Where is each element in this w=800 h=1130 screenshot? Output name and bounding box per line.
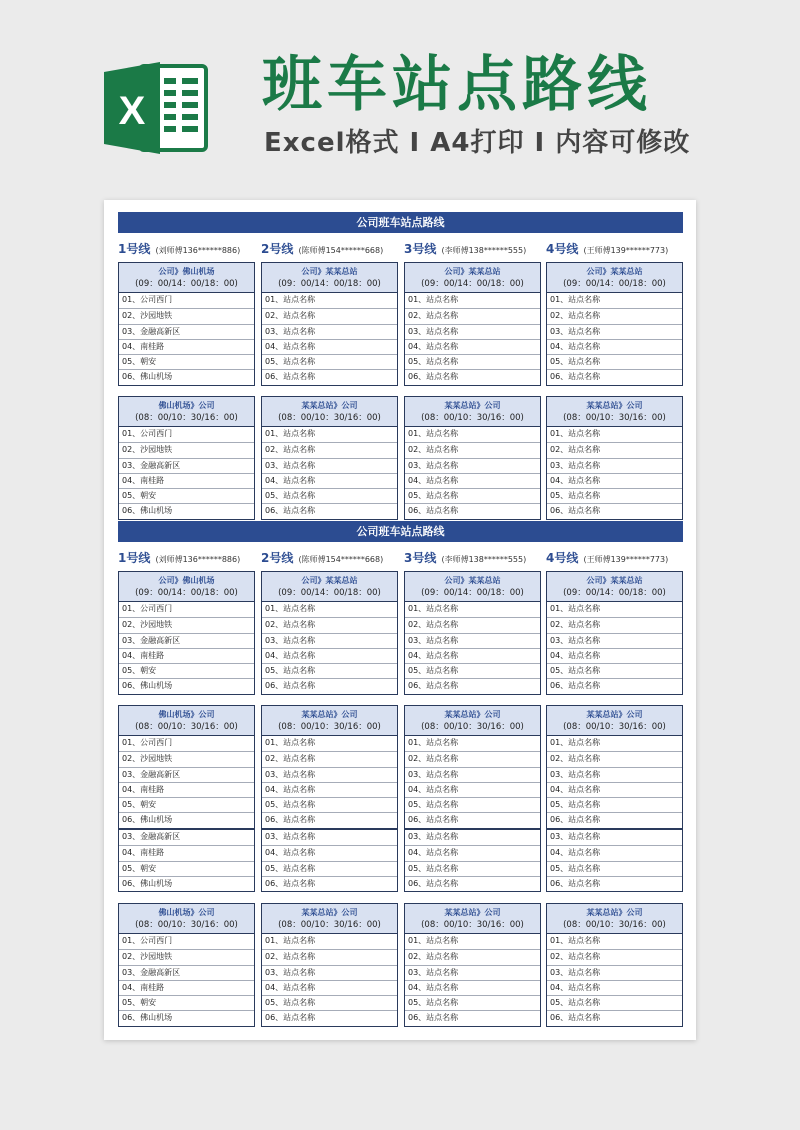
stop-row: 03、站点名称	[547, 458, 682, 473]
stop-row: 01、站点名称	[265, 936, 316, 945]
stop-row: 01、公司西门	[122, 429, 173, 438]
stop-row: 06、站点名称	[405, 369, 540, 384]
route-times: (08：00/10：30/16：00)	[135, 413, 238, 423]
stop-row: 01、站点名称	[408, 429, 459, 438]
route-title: 某某总站》公司	[301, 710, 358, 719]
route-times: (08：00/10：30/16：00)	[135, 722, 238, 732]
route-card	[404, 829, 541, 892]
stop-row: 06、佛山机场	[119, 1010, 254, 1025]
route-times: (08：00/10：30/16：00)	[135, 920, 238, 930]
stop-list	[262, 736, 397, 828]
hero-header	[0, 0, 800, 190]
stop-row: 03、金融高新区	[119, 324, 254, 339]
stop-row: 03、站点名称	[547, 767, 682, 782]
stop-row: 02、站点名称	[262, 617, 397, 632]
route-card	[118, 262, 255, 386]
driver-info: (陈师傅154******668)	[298, 246, 384, 255]
route-card-header	[547, 706, 682, 736]
line-header	[118, 239, 264, 257]
stop-row: 04、站点名称	[262, 648, 397, 663]
stop-row: 05、站点名称	[405, 797, 540, 812]
route-card	[546, 829, 683, 892]
stop-row: 01、站点名称	[265, 738, 316, 747]
route-times: (08：00/10：30/16：00)	[278, 920, 381, 930]
line-header	[404, 239, 550, 257]
line-name: 3号线	[404, 551, 437, 565]
route-title: 佛山机场》公司	[158, 908, 215, 917]
route-card-header	[405, 706, 540, 736]
stop-row: 03、站点名称	[547, 633, 682, 648]
stop-row: 02、沙园地铁	[119, 617, 254, 632]
stop-row: 06、站点名称	[547, 812, 682, 827]
stop-row: 02、沙园地铁	[119, 949, 254, 964]
line-header	[261, 239, 407, 257]
route-title: 佛山机场》公司	[158, 401, 215, 410]
stop-row: 05、朝安	[119, 488, 254, 503]
stop-row: 03、站点名称	[262, 633, 397, 648]
route-card-header	[119, 397, 254, 427]
route-times: (08：00/10：30/16：00)	[278, 413, 381, 423]
stop-row: 05、站点名称	[262, 797, 397, 812]
driver-info: (李师傅138******555)	[441, 555, 527, 564]
stop-row: 06、站点名称	[405, 876, 540, 891]
route-times: (08：00/10：30/16：00)	[563, 413, 666, 423]
stop-row: 03、站点名称	[262, 965, 397, 980]
route-times: (08：00/10：30/16：00)	[278, 722, 381, 732]
stop-row: 05、站点名称	[405, 995, 540, 1010]
stop-row: 03、站点名称	[265, 832, 316, 841]
stop-row: 03、站点名称	[405, 965, 540, 980]
stop-row: 06、站点名称	[547, 678, 682, 693]
route-times: (08：00/10：30/16：00)	[421, 722, 524, 732]
stop-row: 06、站点名称	[547, 503, 682, 518]
stop-row: 05、朝安	[119, 663, 254, 678]
stop-row: 04、站点名称	[262, 782, 397, 797]
line-name: 2号线	[261, 242, 294, 256]
line-name: 2号线	[261, 551, 294, 565]
stop-list	[405, 427, 540, 519]
stop-list	[262, 427, 397, 519]
stop-row: 04、南桂路	[119, 845, 254, 860]
stop-row: 02、站点名称	[262, 751, 397, 766]
stop-row: 03、金融高新区	[119, 965, 254, 980]
stop-row: 01、站点名称	[550, 295, 601, 304]
stop-row: 02、站点名称	[405, 617, 540, 632]
route-title: 某某总站》公司	[444, 710, 501, 719]
route-card-header	[547, 397, 682, 427]
driver-info: (李师傅138******555)	[441, 246, 527, 255]
route-times: (09：00/14：00/18：00)	[135, 279, 238, 289]
stop-row: 06、站点名称	[547, 1010, 682, 1025]
stop-row: 05、站点名称	[547, 995, 682, 1010]
stop-row: 04、站点名称	[547, 845, 682, 860]
stop-row: 05、站点名称	[262, 663, 397, 678]
stop-list	[547, 293, 682, 385]
stop-row: 01、站点名称	[265, 429, 316, 438]
driver-info: (陈师傅154******668)	[298, 555, 384, 564]
route-times: (09：00/14：00/18：00)	[563, 588, 666, 598]
route-card	[118, 571, 255, 695]
route-title: 某某总站》公司	[586, 710, 643, 719]
route-card	[118, 705, 255, 829]
stop-row: 02、沙园地铁	[119, 442, 254, 457]
route-card-header	[262, 706, 397, 736]
route-times: (08：00/10：30/16：00)	[563, 722, 666, 732]
route-card-header	[547, 263, 682, 293]
stop-row: 04、站点名称	[405, 648, 540, 663]
stop-list	[262, 934, 397, 1026]
stop-row: 06、站点名称	[405, 812, 540, 827]
stop-row: 05、站点名称	[405, 663, 540, 678]
stop-list	[547, 427, 682, 519]
route-title: 某某总站》公司	[586, 401, 643, 410]
route-card-header	[119, 572, 254, 602]
stop-row: 02、站点名称	[405, 751, 540, 766]
stop-row: 02、沙园地铁	[119, 308, 254, 323]
route-title: 某某总站》公司	[301, 908, 358, 917]
route-title: 公司》某某总站	[586, 576, 643, 585]
stop-row: 03、金融高新区	[119, 633, 254, 648]
stop-row: 01、公司西门	[122, 295, 173, 304]
route-title: 佛山机场》公司	[158, 710, 215, 719]
stop-row: 06、站点名称	[262, 369, 397, 384]
stop-row: 06、站点名称	[405, 678, 540, 693]
stop-row: 04、站点名称	[262, 980, 397, 995]
stop-row: 04、站点名称	[262, 339, 397, 354]
stop-list	[119, 736, 254, 828]
stop-row: 04、南桂路	[119, 648, 254, 663]
stop-row: 01、站点名称	[408, 738, 459, 747]
stop-row: 04、南桂路	[119, 782, 254, 797]
stop-list	[262, 602, 397, 694]
route-card-header	[119, 706, 254, 736]
stop-row: 06、站点名称	[547, 876, 682, 891]
stop-row: 05、站点名称	[547, 797, 682, 812]
stop-row: 05、站点名称	[262, 354, 397, 369]
stop-row: 06、站点名称	[405, 503, 540, 518]
route-title: 某某总站》公司	[586, 908, 643, 917]
route-times: (08：00/10：30/16：00)	[563, 920, 666, 930]
route-card	[404, 262, 541, 386]
stop-row: 01、站点名称	[265, 604, 316, 613]
driver-info: (王师傅139******773)	[583, 246, 669, 255]
stop-row: 06、站点名称	[547, 369, 682, 384]
stop-row: 06、佛山机场	[119, 503, 254, 518]
stop-row: 06、佛山机场	[119, 369, 254, 384]
route-times: (09：00/14：00/18：00)	[421, 279, 524, 289]
stop-list	[547, 736, 682, 828]
route-card	[404, 571, 541, 695]
stop-row: 04、站点名称	[405, 339, 540, 354]
stop-row: 04、站点名称	[405, 980, 540, 995]
route-card	[546, 396, 683, 520]
route-times: (09：00/14：00/18：00)	[563, 279, 666, 289]
stop-row: 01、公司西门	[122, 738, 173, 747]
stop-row: 04、站点名称	[262, 845, 397, 860]
driver-info: (王师傅139******773)	[583, 555, 669, 564]
stop-row: 04、站点名称	[262, 473, 397, 488]
route-card	[546, 705, 683, 829]
stop-row: 04、站点名称	[547, 782, 682, 797]
line-header	[546, 239, 692, 257]
route-card	[546, 571, 683, 695]
stop-row: 03、站点名称	[550, 832, 601, 841]
stop-row: 03、金融高新区	[119, 767, 254, 782]
page-title: 班车站点路线	[262, 50, 652, 120]
timetable-sheet	[104, 200, 696, 1040]
stop-row: 05、站点名称	[405, 354, 540, 369]
excel-logo-icon	[102, 60, 210, 156]
stop-row: 01、站点名称	[550, 604, 601, 613]
route-card-header	[262, 904, 397, 934]
route-card-header	[262, 397, 397, 427]
stop-row: 06、站点名称	[405, 1010, 540, 1025]
route-card-header	[119, 904, 254, 934]
stop-row: 03、金融高新区	[122, 832, 181, 841]
route-card-header	[405, 572, 540, 602]
stop-list	[547, 830, 682, 891]
stop-list	[119, 830, 254, 891]
stop-row: 01、站点名称	[265, 295, 316, 304]
stop-list	[405, 602, 540, 694]
stop-row: 04、南桂路	[119, 473, 254, 488]
route-card	[404, 903, 541, 1027]
stop-list	[119, 293, 254, 385]
stop-row: 06、站点名称	[262, 678, 397, 693]
stop-row: 02、站点名称	[547, 617, 682, 632]
stop-list	[119, 934, 254, 1026]
stop-row: 01、站点名称	[408, 295, 459, 304]
stop-row: 02、站点名称	[262, 949, 397, 964]
stop-row: 04、站点名称	[405, 845, 540, 860]
route-card-header	[262, 263, 397, 293]
route-title: 某某总站》公司	[444, 401, 501, 410]
route-title: 公司》某某总站	[444, 267, 501, 276]
line-header	[118, 548, 264, 566]
stop-row: 05、朝安	[119, 995, 254, 1010]
stop-row: 04、站点名称	[547, 980, 682, 995]
stop-row: 06、佛山机场	[119, 876, 254, 891]
stop-row: 05、站点名称	[547, 488, 682, 503]
stop-row: 03、站点名称	[262, 324, 397, 339]
driver-info: (刘师傅136******886)	[155, 246, 241, 255]
route-card	[404, 705, 541, 829]
stop-row: 05、站点名称	[547, 354, 682, 369]
stop-row: 06、佛山机场	[119, 678, 254, 693]
stop-row: 02、站点名称	[547, 949, 682, 964]
route-title: 某某总站》公司	[301, 401, 358, 410]
stop-row: 03、金融高新区	[119, 458, 254, 473]
stop-row: 03、站点名称	[547, 324, 682, 339]
route-times: (08：00/10：30/16：00)	[421, 920, 524, 930]
stop-row: 01、站点名称	[408, 604, 459, 613]
route-card	[261, 262, 398, 386]
line-name: 3号线	[404, 242, 437, 256]
stop-list	[119, 427, 254, 519]
stop-row: 03、站点名称	[547, 965, 682, 980]
stop-row: 02、沙园地铁	[119, 751, 254, 766]
stop-list	[262, 293, 397, 385]
stop-row: 03、站点名称	[405, 458, 540, 473]
route-card	[261, 705, 398, 829]
stop-list	[405, 736, 540, 828]
line-header	[546, 548, 692, 566]
stop-row: 02、站点名称	[262, 308, 397, 323]
route-times: (09：00/14：00/18：00)	[421, 588, 524, 598]
route-card	[546, 262, 683, 386]
route-title: 公司》佛山机场	[158, 267, 215, 276]
stop-row: 03、站点名称	[405, 324, 540, 339]
stop-row: 06、站点名称	[262, 503, 397, 518]
route-card	[261, 903, 398, 1027]
stop-row: 06、站点名称	[262, 812, 397, 827]
route-times: (09：00/14：00/18：00)	[135, 588, 238, 598]
stop-row: 04、站点名称	[547, 473, 682, 488]
stop-row: 05、站点名称	[547, 861, 682, 876]
stop-row: 05、站点名称	[262, 861, 397, 876]
stop-list	[262, 830, 397, 891]
stop-row: 02、站点名称	[547, 308, 682, 323]
route-card-header	[547, 572, 682, 602]
route-card-header	[405, 904, 540, 934]
route-card	[118, 396, 255, 520]
stop-row: 01、站点名称	[408, 936, 459, 945]
section-banner: 公司班车站点路线	[118, 521, 683, 542]
stop-row: 03、站点名称	[405, 767, 540, 782]
stop-row: 02、站点名称	[547, 751, 682, 766]
route-times: (09：00/14：00/18：00)	[278, 588, 381, 598]
stop-row: 02、站点名称	[405, 442, 540, 457]
line-name: 1号线	[118, 242, 151, 256]
route-title: 公司》佛山机场	[158, 576, 215, 585]
route-card	[261, 829, 398, 892]
route-times: (09：00/14：00/18：00)	[278, 279, 381, 289]
stop-row: 02、站点名称	[405, 949, 540, 964]
line-name: 4号线	[546, 551, 579, 565]
stop-row: 02、站点名称	[405, 308, 540, 323]
stop-list	[547, 602, 682, 694]
stop-row: 05、朝安	[119, 354, 254, 369]
line-name: 1号线	[118, 551, 151, 565]
stop-list	[405, 830, 540, 891]
logo-letter: X	[118, 89, 146, 133]
stop-list	[119, 602, 254, 694]
stop-row: 06、站点名称	[262, 876, 397, 891]
route-title: 公司》某某总站	[301, 576, 358, 585]
route-card	[261, 396, 398, 520]
route-title: 某某总站》公司	[444, 908, 501, 917]
stop-row: 05、站点名称	[262, 488, 397, 503]
route-card	[261, 571, 398, 695]
route-card	[404, 396, 541, 520]
stop-row: 03、站点名称	[262, 767, 397, 782]
stop-list	[405, 934, 540, 1026]
stop-row: 03、站点名称	[405, 633, 540, 648]
stop-row: 04、南桂路	[119, 980, 254, 995]
stop-row: 05、站点名称	[262, 995, 397, 1010]
stop-row: 01、站点名称	[550, 738, 601, 747]
route-card-header	[262, 572, 397, 602]
stop-row: 01、公司西门	[122, 936, 173, 945]
stop-row: 04、南桂路	[119, 339, 254, 354]
stop-row: 05、朝安	[119, 797, 254, 812]
route-card	[118, 829, 255, 892]
line-header	[261, 548, 407, 566]
stop-row: 02、站点名称	[547, 442, 682, 457]
stop-list	[405, 293, 540, 385]
stop-row: 02、站点名称	[262, 442, 397, 457]
stop-row: 04、站点名称	[547, 648, 682, 663]
stop-row: 01、公司西门	[122, 604, 173, 613]
stop-row: 05、站点名称	[547, 663, 682, 678]
route-title: 公司》某某总站	[586, 267, 643, 276]
line-header	[404, 548, 550, 566]
route-card-header	[405, 397, 540, 427]
route-card-header	[547, 904, 682, 934]
stop-row: 05、站点名称	[405, 488, 540, 503]
route-title: 公司》某某总站	[444, 576, 501, 585]
stop-list	[547, 934, 682, 1026]
stop-row: 04、站点名称	[405, 782, 540, 797]
stop-row: 01、站点名称	[550, 429, 601, 438]
line-name: 4号线	[546, 242, 579, 256]
stop-row: 05、站点名称	[405, 861, 540, 876]
driver-info: (刘师傅136******886)	[155, 555, 241, 564]
route-times: (08：00/10：30/16：00)	[421, 413, 524, 423]
stop-row: 04、站点名称	[405, 473, 540, 488]
route-title: 公司》某某总站	[301, 267, 358, 276]
stop-row: 05、朝安	[119, 861, 254, 876]
section-banner: 公司班车站点路线	[118, 212, 683, 233]
route-card	[118, 903, 255, 1027]
route-card-header	[119, 263, 254, 293]
stop-row: 03、站点名称	[262, 458, 397, 473]
stop-row: 04、站点名称	[547, 339, 682, 354]
route-card	[546, 903, 683, 1027]
route-card-header	[405, 263, 540, 293]
stop-row: 01、站点名称	[550, 936, 601, 945]
page-subtitle: Excel格式 I A4打印 I 内容可修改	[264, 128, 691, 158]
stop-row: 03、站点名称	[408, 832, 459, 841]
stop-row: 06、站点名称	[262, 1010, 397, 1025]
stop-row: 06、佛山机场	[119, 812, 254, 827]
